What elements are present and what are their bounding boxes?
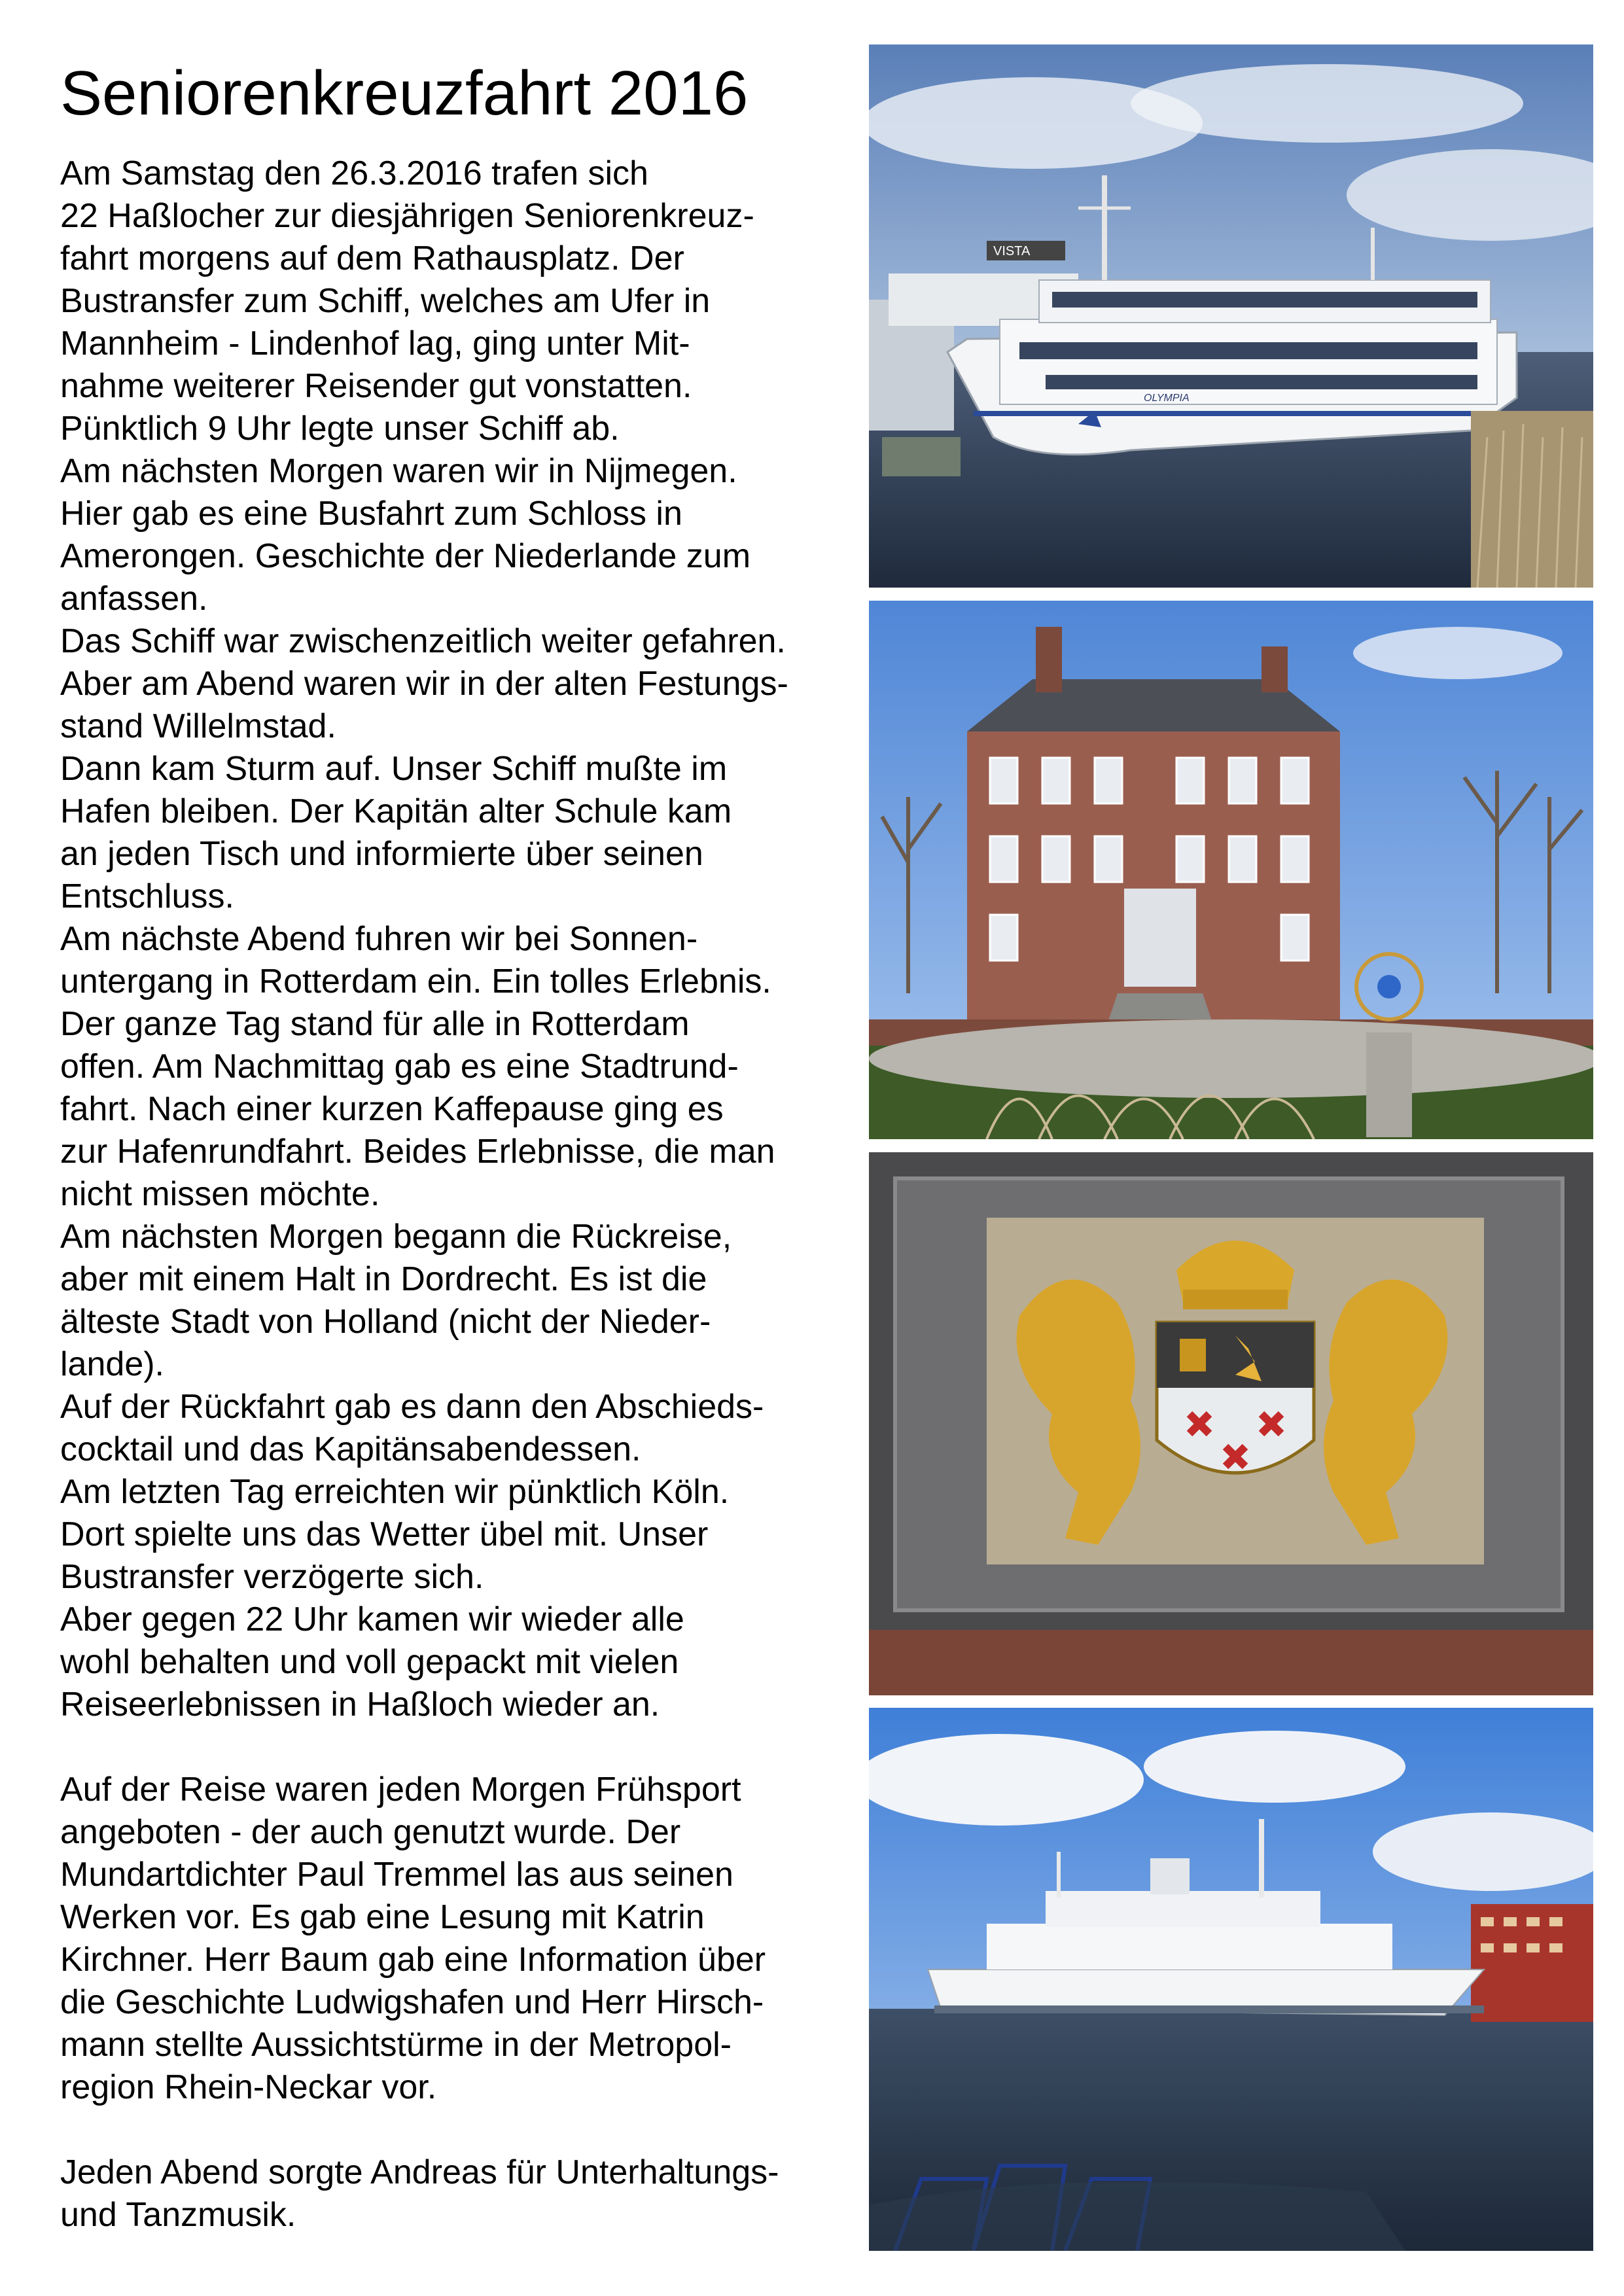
text-line: Mundartdichter Paul Tremmel las aus seinen	[60, 1856, 733, 1894]
text-line: Amerongen. Geschichte der Niederlande zum	[60, 537, 751, 575]
text-line: zur Hafenrundfahrt. Beides Erlebnisse, die man	[60, 1133, 775, 1171]
text-line: an jeden Tisch und informierte über seinen	[60, 835, 703, 873]
text-line: 22 Haßlocher zur diesjährigen Seniorenkreuz-	[60, 197, 754, 235]
text-line: Jeden Abend sorgte Andreas für Unterhaltungs-	[60, 2153, 779, 2191]
text-line: Entschluss.	[60, 877, 234, 915]
article-body	[60, 152, 885, 2236]
text-line: Hafen bleiben. Der Kapitän alter Schule kam	[60, 792, 732, 830]
text-line: lande).	[60, 1345, 164, 1383]
text-line: fahrt morgens auf dem Rathausplatz. Der	[60, 239, 684, 277]
building-sign: VISTA	[993, 244, 1031, 258]
text-line: Aber gegen 22 Uhr kamen wir wieder alle	[60, 1600, 684, 1638]
text-line: Bustransfer verzögerte sich.	[60, 1558, 484, 1596]
text-line: Auf der Rückfahrt gab es dann den Abschieds-	[60, 1388, 764, 1426]
text-line: Am nächsten Morgen begann die Rückreise,	[60, 1218, 732, 1256]
text-line: älteste Stadt von Holland (nicht der Nieder-	[60, 1303, 711, 1341]
text-line: Am Samstag den 26.3.2016 trafen sich	[60, 154, 648, 192]
ship-name-label: OLYMPIA	[1144, 393, 1190, 404]
text-line: Hier gab es eine Busfahrt zum Schloss in	[60, 495, 682, 533]
page-title: Seniorenkreuzfahrt 2016	[60, 58, 749, 128]
paragraph-gap	[60, 1726, 885, 1769]
text-line: Bustransfer zum Schiff, welches am Ufer in	[60, 282, 711, 320]
text-line: region Rhein-Neckar vor.	[60, 2068, 437, 2106]
text-line: Am nächste Abend fuhren wir bei Sonnen-	[60, 920, 698, 958]
text-line: Auf der Reise waren jeden Morgen Frühsport	[60, 1771, 741, 1809]
text-line: Dann kam Sturm auf. Unser Schiff mußte im	[60, 750, 728, 788]
text-line: untergang in Rotterdam ein. Ein tolles Erlebnis.	[60, 963, 771, 1000]
text-line: Werken vor. Es gab eine Lesung mit Katrin	[60, 1898, 705, 1936]
text-line: anfassen.	[60, 580, 208, 618]
text-line: cocktail und das Kapitänsabendessen.	[60, 1430, 641, 1468]
text-line: offen. Am Nachmittag gab es eine Stadtrund-	[60, 1048, 739, 1086]
text-line: Das Schiff war zwischenzeitlich weiter gefahren.	[60, 622, 786, 660]
text-line: angeboten - der auch genutzt wurde. Der	[60, 1813, 681, 1851]
text-line: fahrt. Nach einer kurzen Kaffepause ging es	[60, 1090, 724, 1128]
photo-ss-rotterdam-harbour	[869, 1708, 1593, 2251]
text-line: nahme weiterer Reisender gut vonstatten.	[60, 367, 692, 405]
text-line: aber mit einem Halt in Dordrecht. Es ist die	[60, 1260, 707, 1298]
paragraph-gap	[60, 2109, 885, 2151]
text-line: Am letzten Tag erreichten wir pünktlich Köln.	[60, 1473, 730, 1511]
photo-castle-amerongen	[869, 601, 1593, 1139]
photo-coat-of-arms-dordrecht	[869, 1152, 1593, 1695]
text-line: die Geschichte Ludwigshafen und Herr Hirsch-	[60, 1983, 764, 2021]
text-line: und Tanzmusik.	[60, 2196, 296, 2234]
text-line: Reiseerlebnissen in Haßloch wieder an.	[60, 1686, 660, 1723]
text-line: Aber am Abend waren wir in der alten Festungs-	[60, 665, 788, 703]
text-line: mann stellte Aussichtstürme in der Metropol-	[60, 2026, 732, 2064]
text-line: Dort spielte uns das Wetter übel mit. Unser	[60, 1515, 709, 1553]
text-line: Am nächsten Morgen waren wir in Nijmegen.	[60, 452, 737, 490]
text-line: Der ganze Tag stand für alle in Rotterdam	[60, 1005, 690, 1043]
text-line: Kirchner. Herr Baum gab eine Information über	[60, 1941, 766, 1979]
text-line: nicht missen möchte.	[60, 1175, 380, 1213]
text-line: stand Willelmstad.	[60, 707, 336, 745]
text-line: Pünktlich 9 Uhr legte unser Schiff ab.	[60, 410, 620, 448]
text-line: Mannheim - Lindenhof lag, ging unter Mit-	[60, 325, 690, 362]
text-line: wohl behalten und voll gepackt mit vielen	[60, 1643, 679, 1681]
photo-river-cruise-ship	[869, 44, 1593, 588]
